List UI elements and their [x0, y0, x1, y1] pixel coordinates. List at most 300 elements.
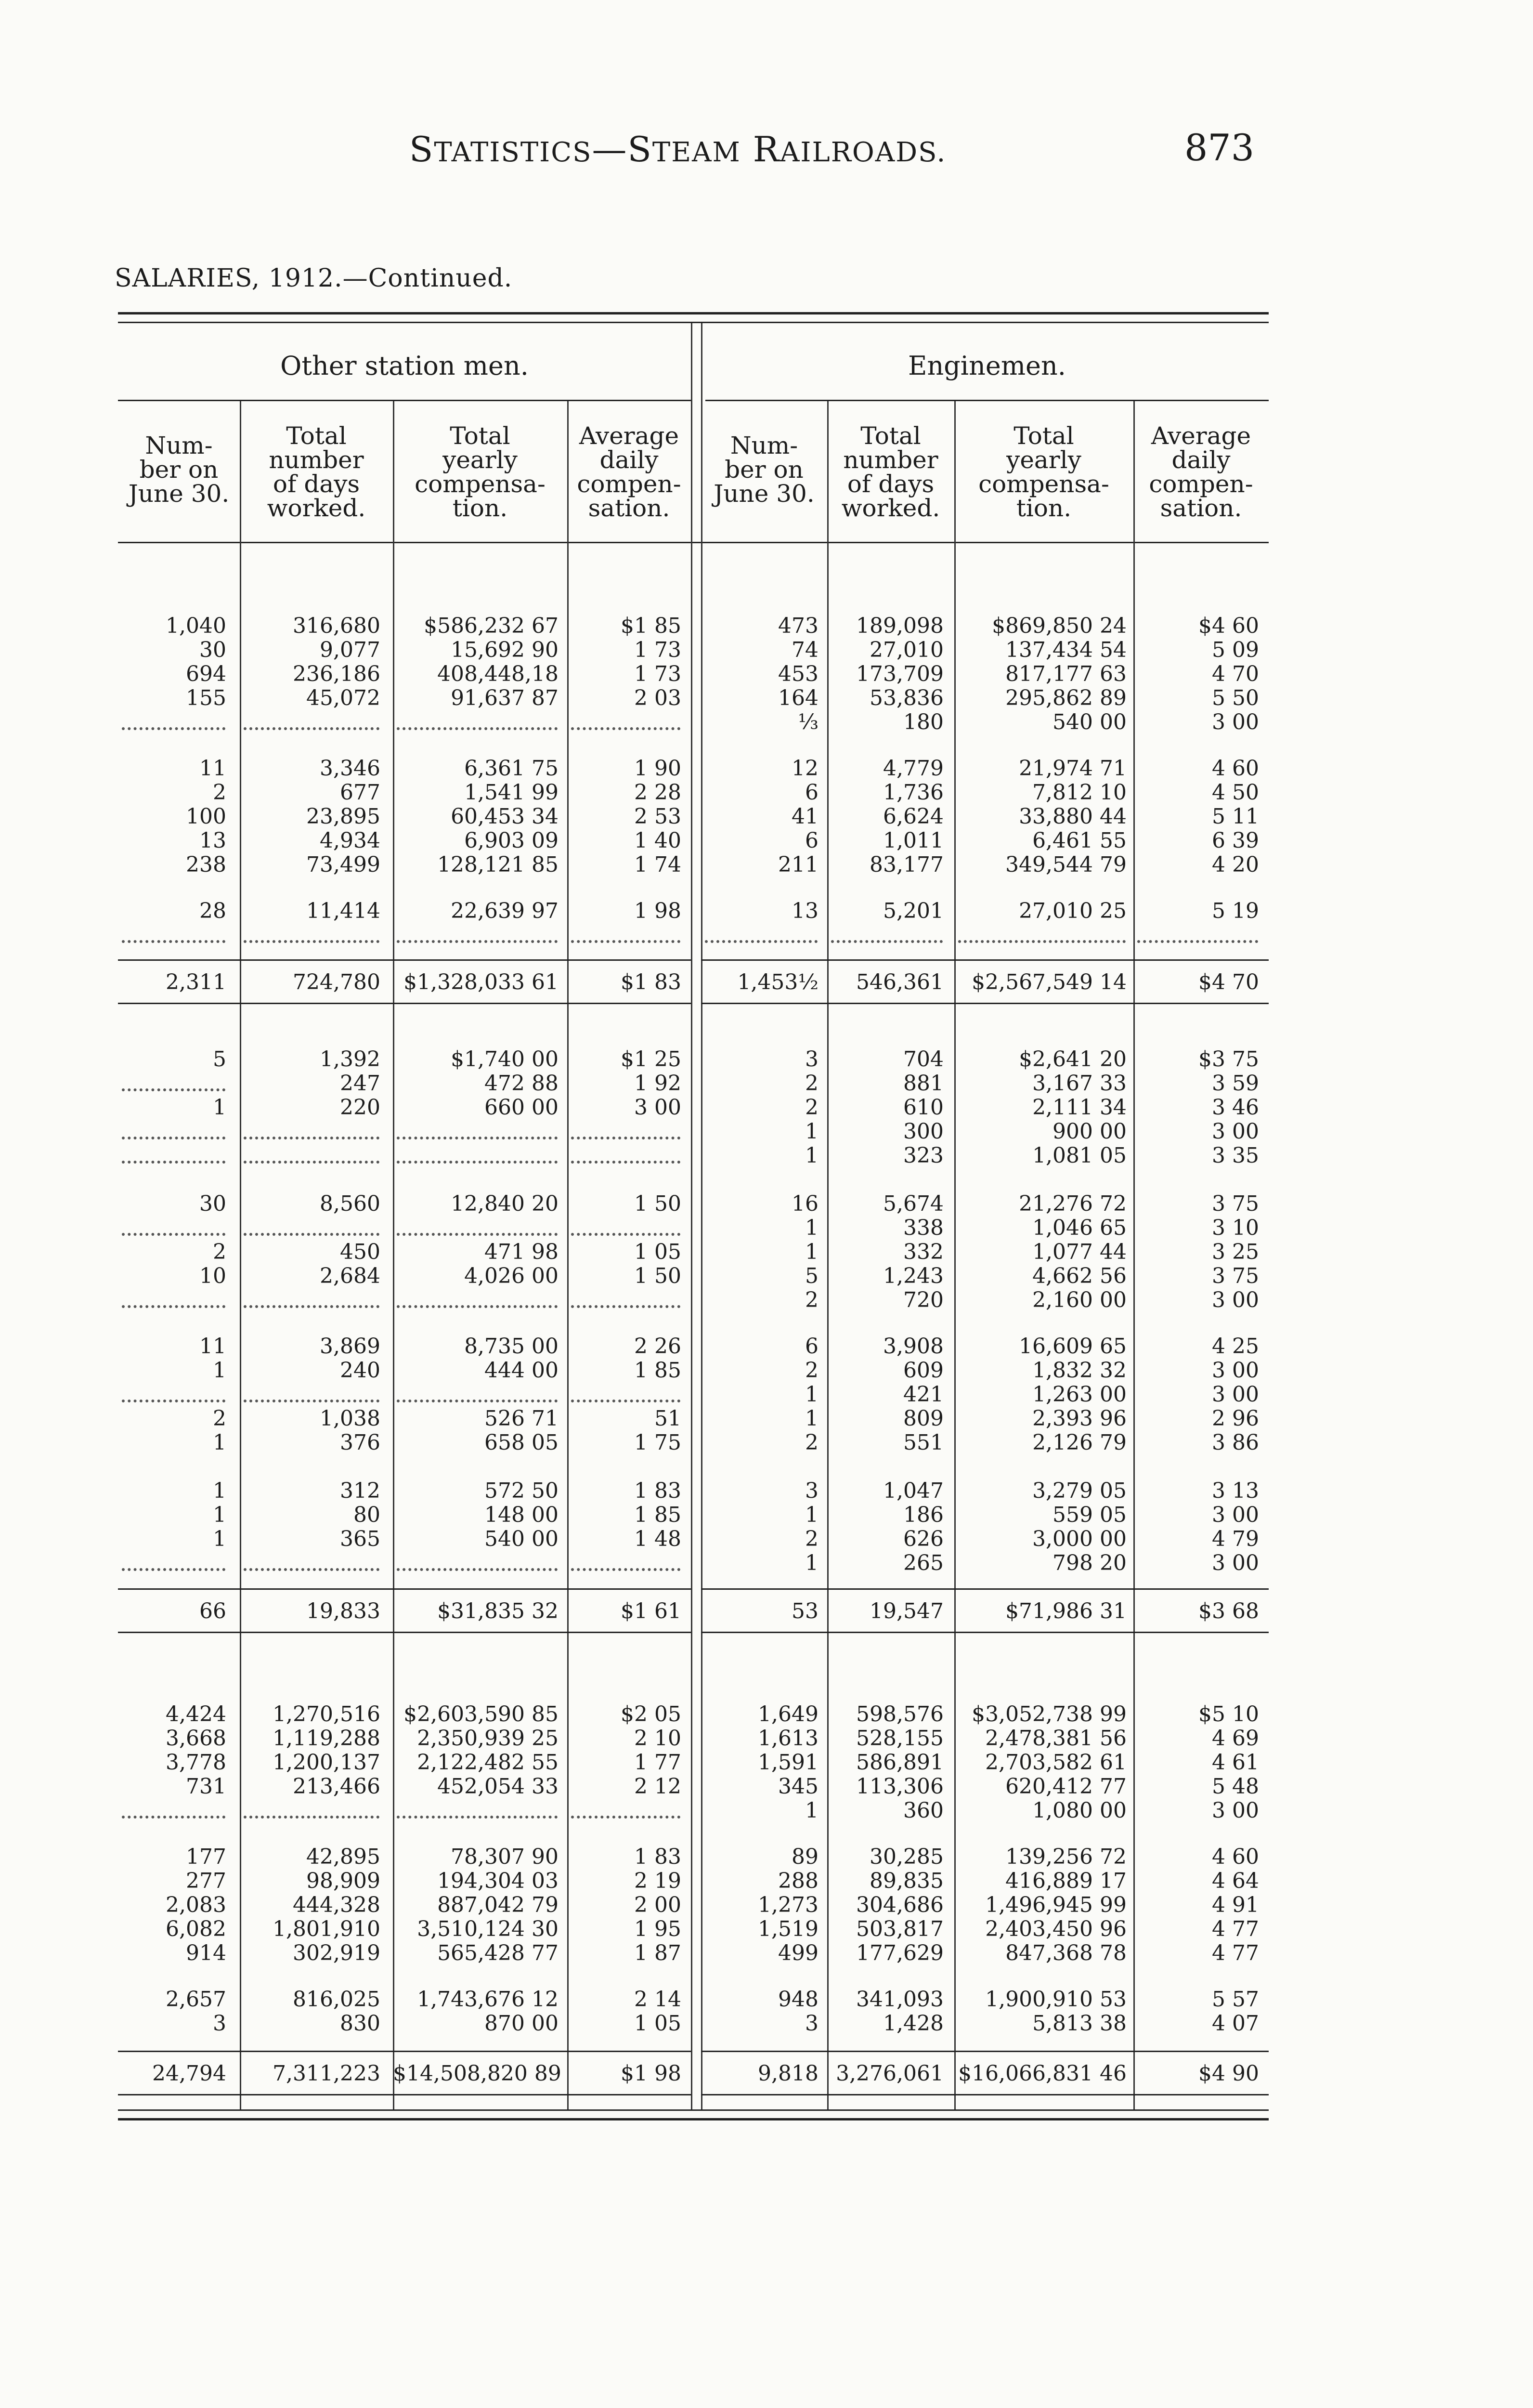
other-station-yearly-cell: 452,054 33	[437, 1774, 559, 1799]
other-station-daily-cell: 1 73	[634, 638, 681, 662]
enginemen-daily-cell: 2 96	[1212, 1406, 1259, 1431]
other-station-daily-cell: 1 95	[634, 1917, 681, 1941]
other-station-days-cell: 450	[340, 1240, 380, 1264]
colhead-total-yearly: Total yearly compensa- tion.	[978, 422, 1109, 522]
other-station-yearly-cell: 78,307 90	[451, 1845, 559, 1869]
other-station-yearly-cell: 526 71	[484, 1406, 559, 1431]
enginemen-number-cell: 3	[805, 1047, 818, 1072]
enginemen-daily-cell: 3 25	[1212, 1240, 1259, 1264]
other-station-yearly-cell: 658 05	[484, 1430, 559, 1455]
other-station-yearly-cell: 6,361 75	[464, 756, 559, 781]
other-station-yearly-cell: 22,639 97	[451, 899, 559, 923]
enginemen-number-cell: 9,818	[758, 2061, 818, 2086]
dot-leader	[244, 727, 379, 730]
enginemen-daily-cell: $5 10	[1198, 1702, 1259, 1727]
dot-leader	[571, 940, 680, 943]
other-station-yearly-cell: 444 00	[484, 1358, 559, 1383]
enginemen-number-cell: 16	[792, 1191, 818, 1216]
enginemen-days-cell: 304,686	[856, 1893, 944, 1917]
enginemen-daily-cell: 3 13	[1212, 1479, 1259, 1503]
other-station-number-cell: 694	[186, 662, 226, 686]
enginemen-daily-cell: 4 70	[1212, 662, 1259, 686]
total-rule-top	[701, 1588, 1269, 1590]
other-station-number-cell: 731	[186, 1774, 226, 1799]
dot-leader	[397, 1400, 558, 1402]
colhead-total-yearly: Total yearly compensa- tion.	[415, 422, 546, 522]
enginemen-number-cell: 499	[778, 1941, 818, 1965]
other-station-daily-cell: 2 10	[634, 1726, 681, 1751]
enginemen-yearly-cell: 3,279 05	[1032, 1479, 1127, 1503]
other-station-number-cell: 238	[186, 852, 226, 877]
dot-leader	[397, 1137, 558, 1139]
dot-leader	[397, 1161, 558, 1164]
other-station-daily-cell: 1 05	[634, 2011, 681, 2036]
enginemen-number-cell: 1	[805, 1119, 818, 1144]
enginemen-number-cell: 6	[805, 780, 818, 805]
other-station-yearly-cell: 408,448,18	[437, 662, 559, 686]
other-station-days-cell: 73,499	[306, 852, 380, 877]
enginemen-yearly-cell: 139,256 72	[1005, 1845, 1127, 1869]
enginemen-days-cell: 338	[903, 1216, 944, 1240]
enginemen-days-cell: 598,576	[856, 1702, 944, 1727]
other-station-number-cell: 155	[186, 686, 226, 710]
group-header-other-station-men: Other station men.	[280, 351, 529, 381]
dot-leader	[244, 1137, 379, 1139]
enginemen-yearly-cell: 2,160 00	[1032, 1288, 1127, 1312]
enginemen-daily-cell: 3 10	[1212, 1216, 1259, 1240]
other-station-number-cell: 1	[213, 1358, 226, 1383]
other-station-daily-cell: 1 83	[634, 1479, 681, 1503]
other-station-yearly-cell: 8,735 00	[464, 1334, 559, 1359]
colhead-average-daily: Average daily compen- sation.	[1149, 422, 1253, 522]
other-station-days-cell: 213,466	[293, 1774, 380, 1799]
other-station-number-cell: 2,657	[166, 1987, 226, 2012]
other-station-daily-cell: $2 05	[621, 1702, 681, 1727]
other-station-daily-cell: 1 40	[634, 828, 681, 853]
other-station-days-cell: 302,919	[293, 1941, 380, 1965]
enginemen-yearly-cell: 2,111 34	[1032, 1095, 1127, 1120]
other-station-yearly-cell: 2,350,939 25	[417, 1726, 559, 1751]
other-station-days-cell: 19,833	[306, 1599, 380, 1623]
enginemen-number-cell: 1	[805, 1216, 818, 1240]
enginemen-number-cell: 12	[792, 756, 818, 781]
other-station-daily-cell: 1 48	[634, 1527, 681, 1551]
other-station-days-cell: 3,346	[320, 756, 380, 781]
enginemen-daily-cell: 3 00	[1212, 1798, 1259, 1823]
other-station-yearly-cell: 3,510,124 30	[417, 1917, 559, 1941]
other-station-days-cell: 1,270,516	[273, 1702, 380, 1727]
enginemen-number-cell: 3	[805, 1479, 818, 1503]
enginemen-yearly-cell: 1,046 65	[1032, 1216, 1127, 1240]
other-station-yearly-cell: 194,304 03	[437, 1869, 559, 1893]
dot-leader	[122, 1088, 225, 1091]
enginemen-number-cell: 1,649	[758, 1702, 818, 1727]
other-station-days-cell: 98,909	[306, 1869, 380, 1893]
enginemen-yearly-cell: 416,889 17	[1005, 1869, 1127, 1893]
enginemen-yearly-cell: 1,832 32	[1032, 1358, 1127, 1383]
other-station-days-cell: 816,025	[293, 1987, 380, 2012]
enginemen-number-cell: 6	[805, 828, 818, 853]
enginemen-yearly-cell: 1,263 00	[1032, 1382, 1127, 1407]
enginemen-yearly-cell: 21,276 72	[1019, 1191, 1127, 1216]
enginemen-yearly-cell: 349,544 79	[1005, 852, 1127, 877]
dot-leader	[571, 1137, 680, 1139]
enginemen-daily-cell: 3 35	[1212, 1143, 1259, 1168]
enginemen-days-cell: 83,177	[870, 852, 944, 877]
other-station-number-cell: 1	[213, 1430, 226, 1455]
other-station-number-cell: 1,040	[166, 614, 226, 638]
other-station-days-cell: 677	[340, 780, 380, 805]
other-station-days-cell: 2,684	[320, 1264, 380, 1288]
other-station-number-cell: 2	[213, 1406, 226, 1431]
other-station-days-cell: 830	[340, 2011, 380, 2036]
enginemen-number-cell: 288	[778, 1869, 818, 1893]
other-station-days-cell: 444,328	[293, 1893, 380, 1917]
enginemen-days-cell: 5,201	[883, 899, 944, 923]
other-station-yearly-cell: $586,232 67	[424, 614, 559, 638]
other-station-daily-cell: 1 85	[634, 1503, 681, 1527]
other-station-yearly-cell: 6,903 09	[464, 828, 559, 853]
enginemen-yearly-cell: 4,662 56	[1032, 1264, 1127, 1288]
other-station-days-cell: 3,869	[320, 1334, 380, 1359]
other-station-number-cell: 4,424	[166, 1702, 226, 1727]
other-station-number-cell: 3	[213, 2011, 226, 2036]
enginemen-days-cell: 551	[903, 1430, 944, 1455]
other-station-number-cell: 2	[213, 1240, 226, 1264]
other-station-days-cell: 316,680	[293, 614, 380, 638]
enginemen-number-cell: 211	[778, 852, 818, 877]
total-rule-top	[118, 959, 691, 961]
enginemen-daily-cell: 4 50	[1212, 780, 1259, 805]
other-station-days-cell: 9,077	[320, 638, 380, 662]
enginemen-yearly-cell: $2,567,549 14	[972, 970, 1127, 995]
other-station-daily-cell: 1 50	[634, 1264, 681, 1288]
other-station-yearly-cell: 2,122,482 55	[417, 1750, 559, 1775]
enginemen-number-cell: 1,591	[758, 1750, 818, 1775]
enginemen-daily-cell: 3 59	[1212, 1071, 1259, 1096]
bottom-rule-inner	[118, 2109, 1269, 2111]
enginemen-yearly-cell: 1,081 05	[1032, 1143, 1127, 1168]
enginemen-yearly-cell: 2,393 96	[1032, 1406, 1127, 1431]
colhead-total-days: Total number of days worked.	[841, 422, 940, 522]
other-station-number-cell: 3,668	[166, 1726, 226, 1751]
other-station-yearly-cell: 91,637 87	[451, 686, 559, 710]
other-station-days-cell: 7,311,223	[273, 2061, 380, 2086]
enginemen-daily-cell: 6 39	[1212, 828, 1259, 853]
dot-leader	[958, 940, 1126, 943]
dot-leader	[244, 1568, 379, 1571]
other-station-days-cell: 240	[340, 1358, 380, 1383]
enginemen-days-cell: 30,285	[870, 1845, 944, 1869]
dot-leader	[397, 1816, 558, 1819]
enginemen-number-cell: 3	[805, 2011, 818, 2036]
top-rule-inner	[118, 322, 1269, 323]
enginemen-days-cell: 546,361	[856, 970, 944, 995]
enginemen-number-cell: 2	[805, 1430, 818, 1455]
enginemen-days-cell: 809	[903, 1406, 944, 1431]
other-station-daily-cell: 1 74	[634, 852, 681, 877]
enginemen-daily-cell: 5 09	[1212, 638, 1259, 662]
other-station-number-cell: 2,083	[166, 1893, 226, 1917]
enginemen-days-cell: 265	[903, 1551, 944, 1575]
enginemen-days-cell: 5,674	[883, 1191, 944, 1216]
dot-leader	[397, 1233, 558, 1236]
other-station-days-cell: 365	[340, 1527, 380, 1551]
enginemen-daily-cell: 4 25	[1212, 1334, 1259, 1359]
dot-leader	[571, 1305, 680, 1308]
total-rule-top	[118, 2051, 691, 2052]
other-station-daily-cell: 1 90	[634, 756, 681, 781]
other-station-days-cell: 11,414	[306, 899, 380, 923]
other-station-number-cell: 30	[199, 1191, 226, 1216]
other-station-yearly-cell: 15,692 90	[451, 638, 559, 662]
other-station-daily-cell: 1 50	[634, 1191, 681, 1216]
other-station-daily-cell: 51	[654, 1406, 681, 1431]
enginemen-yearly-cell: $16,066,831 46	[958, 2061, 1127, 2086]
group-underline-left	[118, 400, 691, 401]
bottom-rule	[118, 2118, 1269, 2120]
enginemen-daily-cell: 4 20	[1212, 852, 1259, 877]
group-divider	[691, 323, 692, 2109]
total-rule-top	[701, 959, 1269, 961]
other-station-daily-cell: 2 26	[634, 1334, 681, 1359]
enginemen-daily-cell: 3 00	[1212, 1119, 1259, 1144]
enginemen-days-cell: 332	[903, 1240, 944, 1264]
enginemen-days-cell: 113,306	[856, 1774, 944, 1799]
enginemen-daily-cell: 4 69	[1212, 1726, 1259, 1751]
other-station-daily-cell: 2 53	[634, 804, 681, 829]
dot-leader	[122, 1137, 225, 1139]
enginemen-days-cell: 53,836	[870, 686, 944, 710]
enginemen-number-cell: 1,273	[758, 1893, 818, 1917]
enginemen-number-cell: 2	[805, 1095, 818, 1120]
other-station-daily-cell: 2 14	[634, 1987, 681, 2012]
enginemen-daily-cell: 4 61	[1212, 1750, 1259, 1775]
header-bottom-rule	[118, 542, 1269, 543]
enginemen-number-cell: 1	[805, 1503, 818, 1527]
total-rule-top	[701, 2051, 1269, 2052]
enginemen-days-cell: 360	[903, 1798, 944, 1823]
other-station-yearly-cell: $1,328,033 61	[403, 970, 559, 995]
enginemen-yearly-cell: 1,077 44	[1032, 1240, 1127, 1264]
other-station-days-cell: 312	[340, 1479, 380, 1503]
other-station-days-cell: 80	[353, 1503, 380, 1527]
top-rule	[118, 312, 1269, 314]
enginemen-number-cell: 473	[778, 614, 818, 638]
other-station-yearly-cell: 472 88	[484, 1071, 559, 1096]
colhead-number-june30: Num- ber on June 30.	[714, 432, 815, 508]
other-station-days-cell: 376	[340, 1430, 380, 1455]
other-station-yearly-cell: 1,541 99	[464, 780, 559, 805]
other-station-yearly-cell: $14,508,820 89	[393, 2061, 561, 2086]
other-station-number-cell: 2,311	[166, 970, 226, 995]
total-rule-bottom	[701, 1003, 1269, 1004]
enginemen-number-cell: 53	[792, 1599, 818, 1623]
other-station-yearly-cell: 60,453 34	[451, 804, 559, 829]
other-station-yearly-cell: 572 50	[484, 1479, 559, 1503]
other-station-daily-cell: $1 98	[621, 2061, 681, 2086]
enginemen-daily-cell: 3 86	[1212, 1430, 1259, 1455]
enginemen-yearly-cell: 21,974 71	[1019, 756, 1127, 781]
enginemen-yearly-cell: 817,177 63	[1005, 662, 1127, 686]
enginemen-yearly-cell: $3,052,738 99	[972, 1702, 1127, 1727]
dot-leader	[244, 940, 379, 943]
dot-leader	[397, 1568, 558, 1571]
enginemen-yearly-cell: 6,461 55	[1032, 828, 1127, 853]
other-station-daily-cell: $1 85	[621, 614, 681, 638]
dot-leader	[122, 1305, 225, 1308]
other-station-days-cell: 220	[340, 1095, 380, 1120]
dot-leader	[244, 1233, 379, 1236]
other-station-number-cell: 30	[199, 638, 226, 662]
other-station-number-cell: 1	[213, 1503, 226, 1527]
other-station-number-cell: 177	[186, 1845, 226, 1869]
other-station-number-cell: 1	[213, 1527, 226, 1551]
enginemen-daily-cell: 4 79	[1212, 1527, 1259, 1551]
enginemen-daily-cell: 3 00	[1212, 710, 1259, 734]
enginemen-number-cell: 41	[792, 804, 818, 829]
other-station-number-cell: 28	[199, 899, 226, 923]
enginemen-number-cell: 1,519	[758, 1917, 818, 1941]
enginemen-daily-cell: $4 90	[1198, 2061, 1259, 2086]
other-station-daily-cell: 1 87	[634, 1941, 681, 1965]
dot-leader	[244, 1400, 379, 1402]
enginemen-days-cell: 3,908	[883, 1334, 944, 1359]
enginemen-yearly-cell: 1,080 00	[1032, 1798, 1127, 1823]
enginemen-number-cell: 164	[778, 686, 818, 710]
enginemen-days-cell: 1,011	[883, 828, 944, 853]
dot-leader	[122, 727, 225, 730]
enginemen-days-cell: 1,047	[883, 1479, 944, 1503]
enginemen-daily-cell: 4 64	[1212, 1869, 1259, 1893]
enginemen-yearly-cell: $869,850 24	[992, 614, 1127, 638]
enginemen-daily-cell: 4 60	[1212, 1845, 1259, 1869]
other-station-yearly-cell: $2,603,590 85	[403, 1702, 559, 1727]
enginemen-days-cell: 173,709	[856, 662, 944, 686]
other-station-days-cell: 1,119,288	[273, 1726, 380, 1751]
other-station-daily-cell: 1 05	[634, 1240, 681, 1264]
other-station-yearly-cell: 660 00	[484, 1095, 559, 1120]
other-station-yearly-cell: 1,743,676 12	[417, 1987, 559, 2012]
enginemen-number-cell: 1	[805, 1382, 818, 1407]
enginemen-daily-cell: 3 00	[1212, 1288, 1259, 1312]
group-underline-right	[705, 400, 1269, 401]
enginemen-days-cell: 881	[903, 1071, 944, 1096]
other-station-daily-cell: 1 75	[634, 1430, 681, 1455]
other-station-daily-cell: $1 25	[621, 1047, 681, 1072]
enginemen-number-cell: 1,453½	[737, 970, 818, 995]
enginemen-yearly-cell: 559 05	[1052, 1503, 1127, 1527]
enginemen-yearly-cell: 1,900,910 53	[985, 1987, 1127, 2012]
total-rule-bottom	[118, 1003, 691, 1004]
other-station-number-cell: 277	[186, 1869, 226, 1893]
dot-leader	[397, 727, 558, 730]
enginemen-days-cell: 3,276,061	[836, 2061, 944, 2086]
enginemen-days-cell: 1,736	[883, 780, 944, 805]
other-station-daily-cell: $1 83	[621, 970, 681, 995]
page-number: 873	[1184, 126, 1255, 169]
enginemen-yearly-cell: 295,862 89	[1005, 686, 1127, 710]
enginemen-yearly-cell: 137,434 54	[1005, 638, 1127, 662]
enginemen-number-cell: 453	[778, 662, 818, 686]
enginemen-yearly-cell: 2,478,381 56	[985, 1726, 1127, 1751]
enginemen-daily-cell: 3 75	[1212, 1264, 1259, 1288]
enginemen-number-cell: 2	[805, 1288, 818, 1312]
other-station-days-cell: 8,560	[320, 1191, 380, 1216]
other-station-yearly-cell: 565,428 77	[437, 1941, 559, 1965]
other-station-number-cell: 2	[213, 780, 226, 805]
other-station-days-cell: 236,186	[293, 662, 380, 686]
dot-leader	[571, 1233, 680, 1236]
enginemen-days-cell: 4,779	[883, 756, 944, 781]
total-rule-top	[118, 1588, 691, 1590]
other-station-daily-cell: 1 85	[634, 1358, 681, 1383]
enginemen-daily-cell: 3 46	[1212, 1095, 1259, 1120]
other-station-yearly-cell: 540 00	[484, 1527, 559, 1551]
enginemen-number-cell: 2	[805, 1527, 818, 1551]
other-station-yearly-cell: $1,740 00	[451, 1047, 559, 1072]
enginemen-number-cell: 1	[805, 1798, 818, 1823]
other-station-number-cell: 66	[199, 1599, 226, 1623]
enginemen-days-cell: 177,629	[856, 1941, 944, 1965]
other-station-daily-cell: 2 00	[634, 1893, 681, 1917]
enginemen-days-cell: 609	[903, 1358, 944, 1383]
dot-leader	[122, 1233, 225, 1236]
enginemen-days-cell: 6,624	[883, 804, 944, 829]
other-station-number-cell: 11	[199, 1334, 226, 1359]
dot-leader	[122, 1816, 225, 1819]
enginemen-days-cell: 27,010	[870, 638, 944, 662]
enginemen-number-cell: 6	[805, 1334, 818, 1359]
colhead-number-june30: Num- ber on June 30.	[128, 432, 230, 508]
enginemen-daily-cell: $4 70	[1198, 970, 1259, 995]
other-station-number-cell: 24,794	[152, 2061, 226, 2086]
dot-leader	[244, 1816, 379, 1819]
enginemen-yearly-cell: 847,368 78	[1005, 1941, 1127, 1965]
other-station-yearly-cell: $31,835 32	[437, 1599, 559, 1623]
other-station-daily-cell: 1 98	[634, 899, 681, 923]
other-station-daily-cell: 1 83	[634, 1845, 681, 1869]
enginemen-daily-cell: 4 07	[1212, 2011, 1259, 2036]
enginemen-yearly-cell: 27,010 25	[1019, 899, 1127, 923]
enginemen-days-cell: 300	[903, 1119, 944, 1144]
enginemen-number-cell: 1,613	[758, 1726, 818, 1751]
other-station-number-cell: 1	[213, 1479, 226, 1503]
other-station-daily-cell: 2 28	[634, 780, 681, 805]
enginemen-yearly-cell: 33,880 44	[1019, 804, 1127, 829]
other-station-daily-cell: 2 03	[634, 686, 681, 710]
enginemen-days-cell: 704	[903, 1047, 944, 1072]
table-subtitle: SALARIES, 1912.—Continued.	[115, 264, 513, 293]
total-rule-bottom	[118, 2094, 691, 2095]
dot-leader	[705, 940, 818, 943]
dot-leader	[397, 1305, 558, 1308]
other-station-number-cell: 914	[186, 1941, 226, 1965]
enginemen-yearly-cell: 620,412 77	[1005, 1774, 1127, 1799]
other-station-daily-cell: 3 00	[634, 1095, 681, 1120]
enginemen-yearly-cell: 3,000 00	[1032, 1527, 1127, 1551]
other-station-number-cell: 6,082	[166, 1917, 226, 1941]
enginemen-yearly-cell: $71,986 31	[1005, 1599, 1127, 1623]
other-station-yearly-cell: 12,840 20	[451, 1191, 559, 1216]
enginemen-yearly-cell: 3,167 33	[1032, 1071, 1127, 1096]
enginemen-yearly-cell: 900 00	[1052, 1119, 1127, 1144]
enginemen-yearly-cell: 5,813 38	[1032, 2011, 1127, 2036]
enginemen-days-cell: 189,098	[856, 614, 944, 638]
other-station-days-cell: 42,895	[306, 1845, 380, 1869]
other-station-number-cell: 11	[199, 756, 226, 781]
enginemen-number-cell: 1	[805, 1240, 818, 1264]
